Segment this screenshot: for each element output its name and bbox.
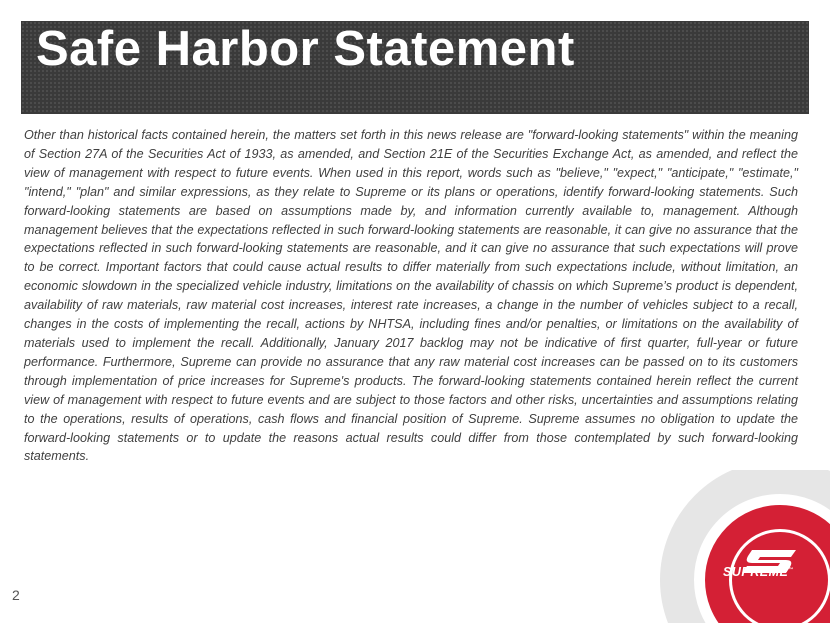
trademark-symbol: ™ xyxy=(788,566,794,573)
slide-title: Safe Harbor Statement xyxy=(36,22,575,76)
supreme-wordmark xyxy=(723,565,794,579)
supreme-wordmark-text: SUPREME xyxy=(723,565,789,579)
page-number: 2 xyxy=(12,587,20,603)
supreme-logo xyxy=(660,470,830,623)
safe-harbor-body: Other than historical facts contained herein, the matters set forth in this news release are "forward-looking statements" within the meaning of Section 27A of the Securities Act of 1933, as amended, and Section 21E of the Securities Exchange Act, as amended, and reflect the view of management with respect to future events. When used in this report, words such as "believe," "expect," "anticipate," "estimate," "intend," "plan" and similar expressions, as they relate to Supreme or its plans or operations, identify forward-looking statements. Such forward-looking statements are based on assumptions made by, and information currently available to, management. Although management believes that the expectations reflected in such forward-looking statements are reasonable, it can give no assurance that the expectations reflected in such forward-looking statements are reasonable, and it can give no assurance that such expectations will prove to be correct. Important factors that could cause actual results to differ materially from such expectations include, without limitation, an economic slowdown in the specialized vehicle industry, limitations on the availability of chassis on which Supreme’s product is dependent, availability of raw materials, raw material cost increases, interest rate increases, a change in the number of vehicles subject to a recall, changes in the costs of implementing the recall, actions by NHTSA, including fines and/or penalties, or limitations on the availability of materials used to implement the recall. Additionally, January 2017 backlog may not be indicative of first quarter, full-year or future performance. Furthermore, Supreme can provide no assurance that any raw material cost increases can be passed on to its customers through implementation of price increases for Supreme's products. The forward-looking statements contained herein reflect the current view of management with respect to future events and are subject to those factors and other risks, uncertainties and assumptions relating to the operations, results of operations, cash flows and financial position of Supreme. Supreme assumes no obligation to update the forward-looking statements or to update the reasons actual results could differ from those contemplated by such forward-looking statements. xyxy=(24,128,798,464)
